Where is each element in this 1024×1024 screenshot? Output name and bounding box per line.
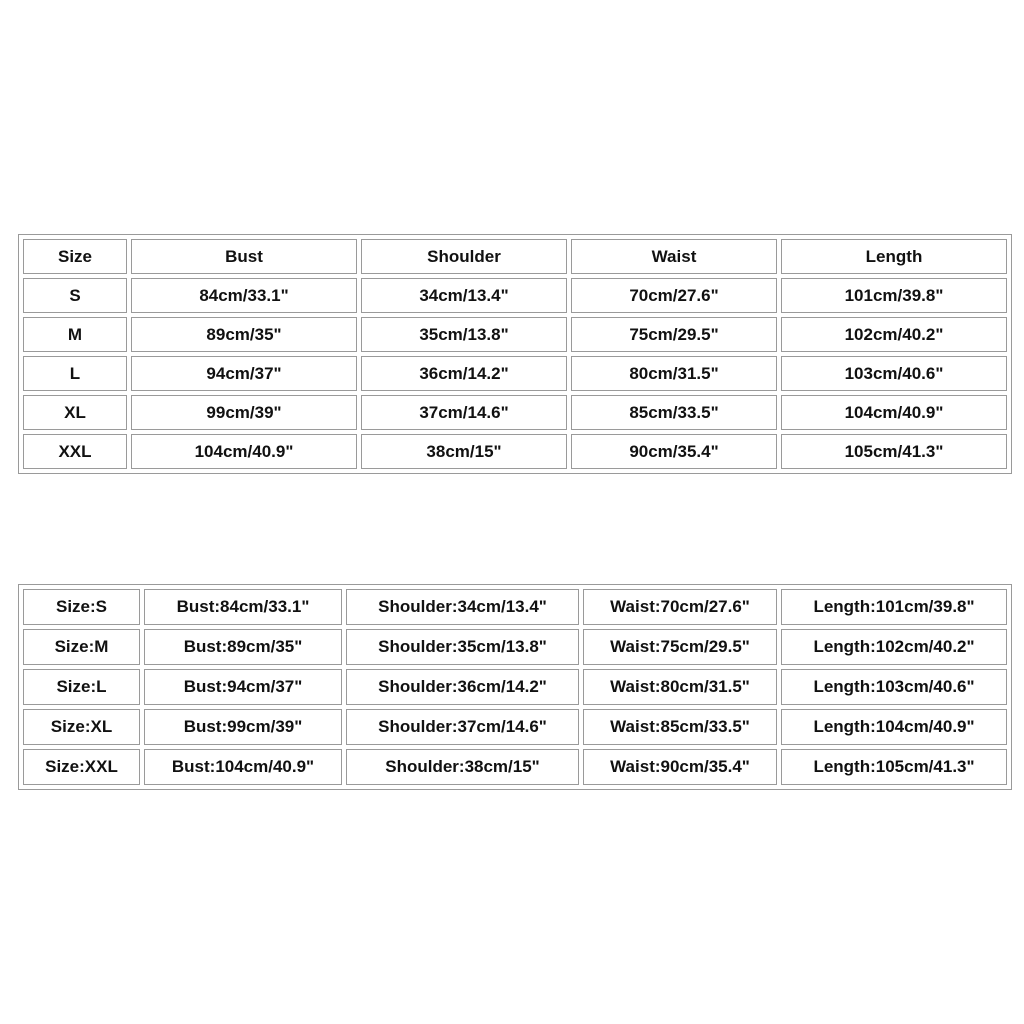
cell-waist: 90cm/35.4" bbox=[571, 434, 777, 469]
cell-shoulder: Shoulder:36cm/14.2" bbox=[346, 669, 579, 705]
cell-length: Length:102cm/40.2" bbox=[781, 629, 1007, 665]
cell-size: L bbox=[23, 356, 127, 391]
cell-bust: 89cm/35" bbox=[131, 317, 357, 352]
cell-bust: 99cm/39" bbox=[131, 395, 357, 430]
cell-bust: 104cm/40.9" bbox=[131, 434, 357, 469]
cell-size: Size:M bbox=[23, 629, 140, 665]
cell-bust: Bust:94cm/37" bbox=[144, 669, 342, 705]
table-row bbox=[23, 317, 1007, 352]
cell-bust: Bust:89cm/35" bbox=[144, 629, 342, 665]
size-chart-table bbox=[18, 234, 1012, 474]
cell-length: 103cm/40.6" bbox=[781, 356, 1007, 391]
header-shoulder: Shoulder bbox=[361, 239, 567, 274]
cell-size: Size:XL bbox=[23, 709, 140, 745]
cell-size: M bbox=[23, 317, 127, 352]
header-size: Size bbox=[23, 239, 127, 274]
cell-length: 102cm/40.2" bbox=[781, 317, 1007, 352]
cell-length: Length:105cm/41.3" bbox=[781, 749, 1007, 785]
cell-shoulder: Shoulder:35cm/13.8" bbox=[346, 629, 579, 665]
cell-length: 104cm/40.9" bbox=[781, 395, 1007, 430]
cell-bust: Bust:84cm/33.1" bbox=[144, 589, 342, 625]
cell-waist: 70cm/27.6" bbox=[571, 278, 777, 313]
table-row bbox=[23, 434, 1007, 469]
cell-waist: Waist:80cm/31.5" bbox=[583, 669, 777, 705]
cell-size: XXL bbox=[23, 434, 127, 469]
table-row bbox=[23, 709, 1007, 745]
cell-bust: 84cm/33.1" bbox=[131, 278, 357, 313]
cell-waist: 75cm/29.5" bbox=[571, 317, 777, 352]
cell-size: XL bbox=[23, 395, 127, 430]
table-header-row bbox=[23, 239, 1007, 274]
cell-size: Size:XXL bbox=[23, 749, 140, 785]
cell-length: Length:103cm/40.6" bbox=[781, 669, 1007, 705]
table-row bbox=[23, 669, 1007, 705]
cell-size: S bbox=[23, 278, 127, 313]
cell-shoulder: Shoulder:37cm/14.6" bbox=[346, 709, 579, 745]
cell-waist: Waist:75cm/29.5" bbox=[583, 629, 777, 665]
cell-length: Length:101cm/39.8" bbox=[781, 589, 1007, 625]
cell-shoulder: 35cm/13.8" bbox=[361, 317, 567, 352]
cell-size: Size:S bbox=[23, 589, 140, 625]
cell-shoulder: Shoulder:38cm/15" bbox=[346, 749, 579, 785]
table-row bbox=[23, 278, 1007, 313]
cell-shoulder: 36cm/14.2" bbox=[361, 356, 567, 391]
table-row bbox=[23, 629, 1007, 665]
cell-waist: 80cm/31.5" bbox=[571, 356, 777, 391]
cell-shoulder: 37cm/14.6" bbox=[361, 395, 567, 430]
cell-shoulder: Shoulder:34cm/13.4" bbox=[346, 589, 579, 625]
cell-waist: Waist:85cm/33.5" bbox=[583, 709, 777, 745]
cell-length: Length:104cm/40.9" bbox=[781, 709, 1007, 745]
cell-length: 101cm/39.8" bbox=[781, 278, 1007, 313]
table-row bbox=[23, 589, 1007, 625]
cell-length: 105cm/41.3" bbox=[781, 434, 1007, 469]
size-detail-table bbox=[18, 584, 1012, 790]
cell-shoulder: 38cm/15" bbox=[361, 434, 567, 469]
cell-waist: Waist:70cm/27.6" bbox=[583, 589, 777, 625]
cell-size: Size:L bbox=[23, 669, 140, 705]
header-length: Length bbox=[781, 239, 1007, 274]
cell-bust: 94cm/37" bbox=[131, 356, 357, 391]
cell-bust: Bust:99cm/39" bbox=[144, 709, 342, 745]
cell-shoulder: 34cm/13.4" bbox=[361, 278, 567, 313]
header-bust: Bust bbox=[131, 239, 357, 274]
table-row bbox=[23, 749, 1007, 785]
cell-waist: 85cm/33.5" bbox=[571, 395, 777, 430]
cell-bust: Bust:104cm/40.9" bbox=[144, 749, 342, 785]
cell-waist: Waist:90cm/35.4" bbox=[583, 749, 777, 785]
header-waist: Waist bbox=[571, 239, 777, 274]
table-row bbox=[23, 395, 1007, 430]
table-row bbox=[23, 356, 1007, 391]
